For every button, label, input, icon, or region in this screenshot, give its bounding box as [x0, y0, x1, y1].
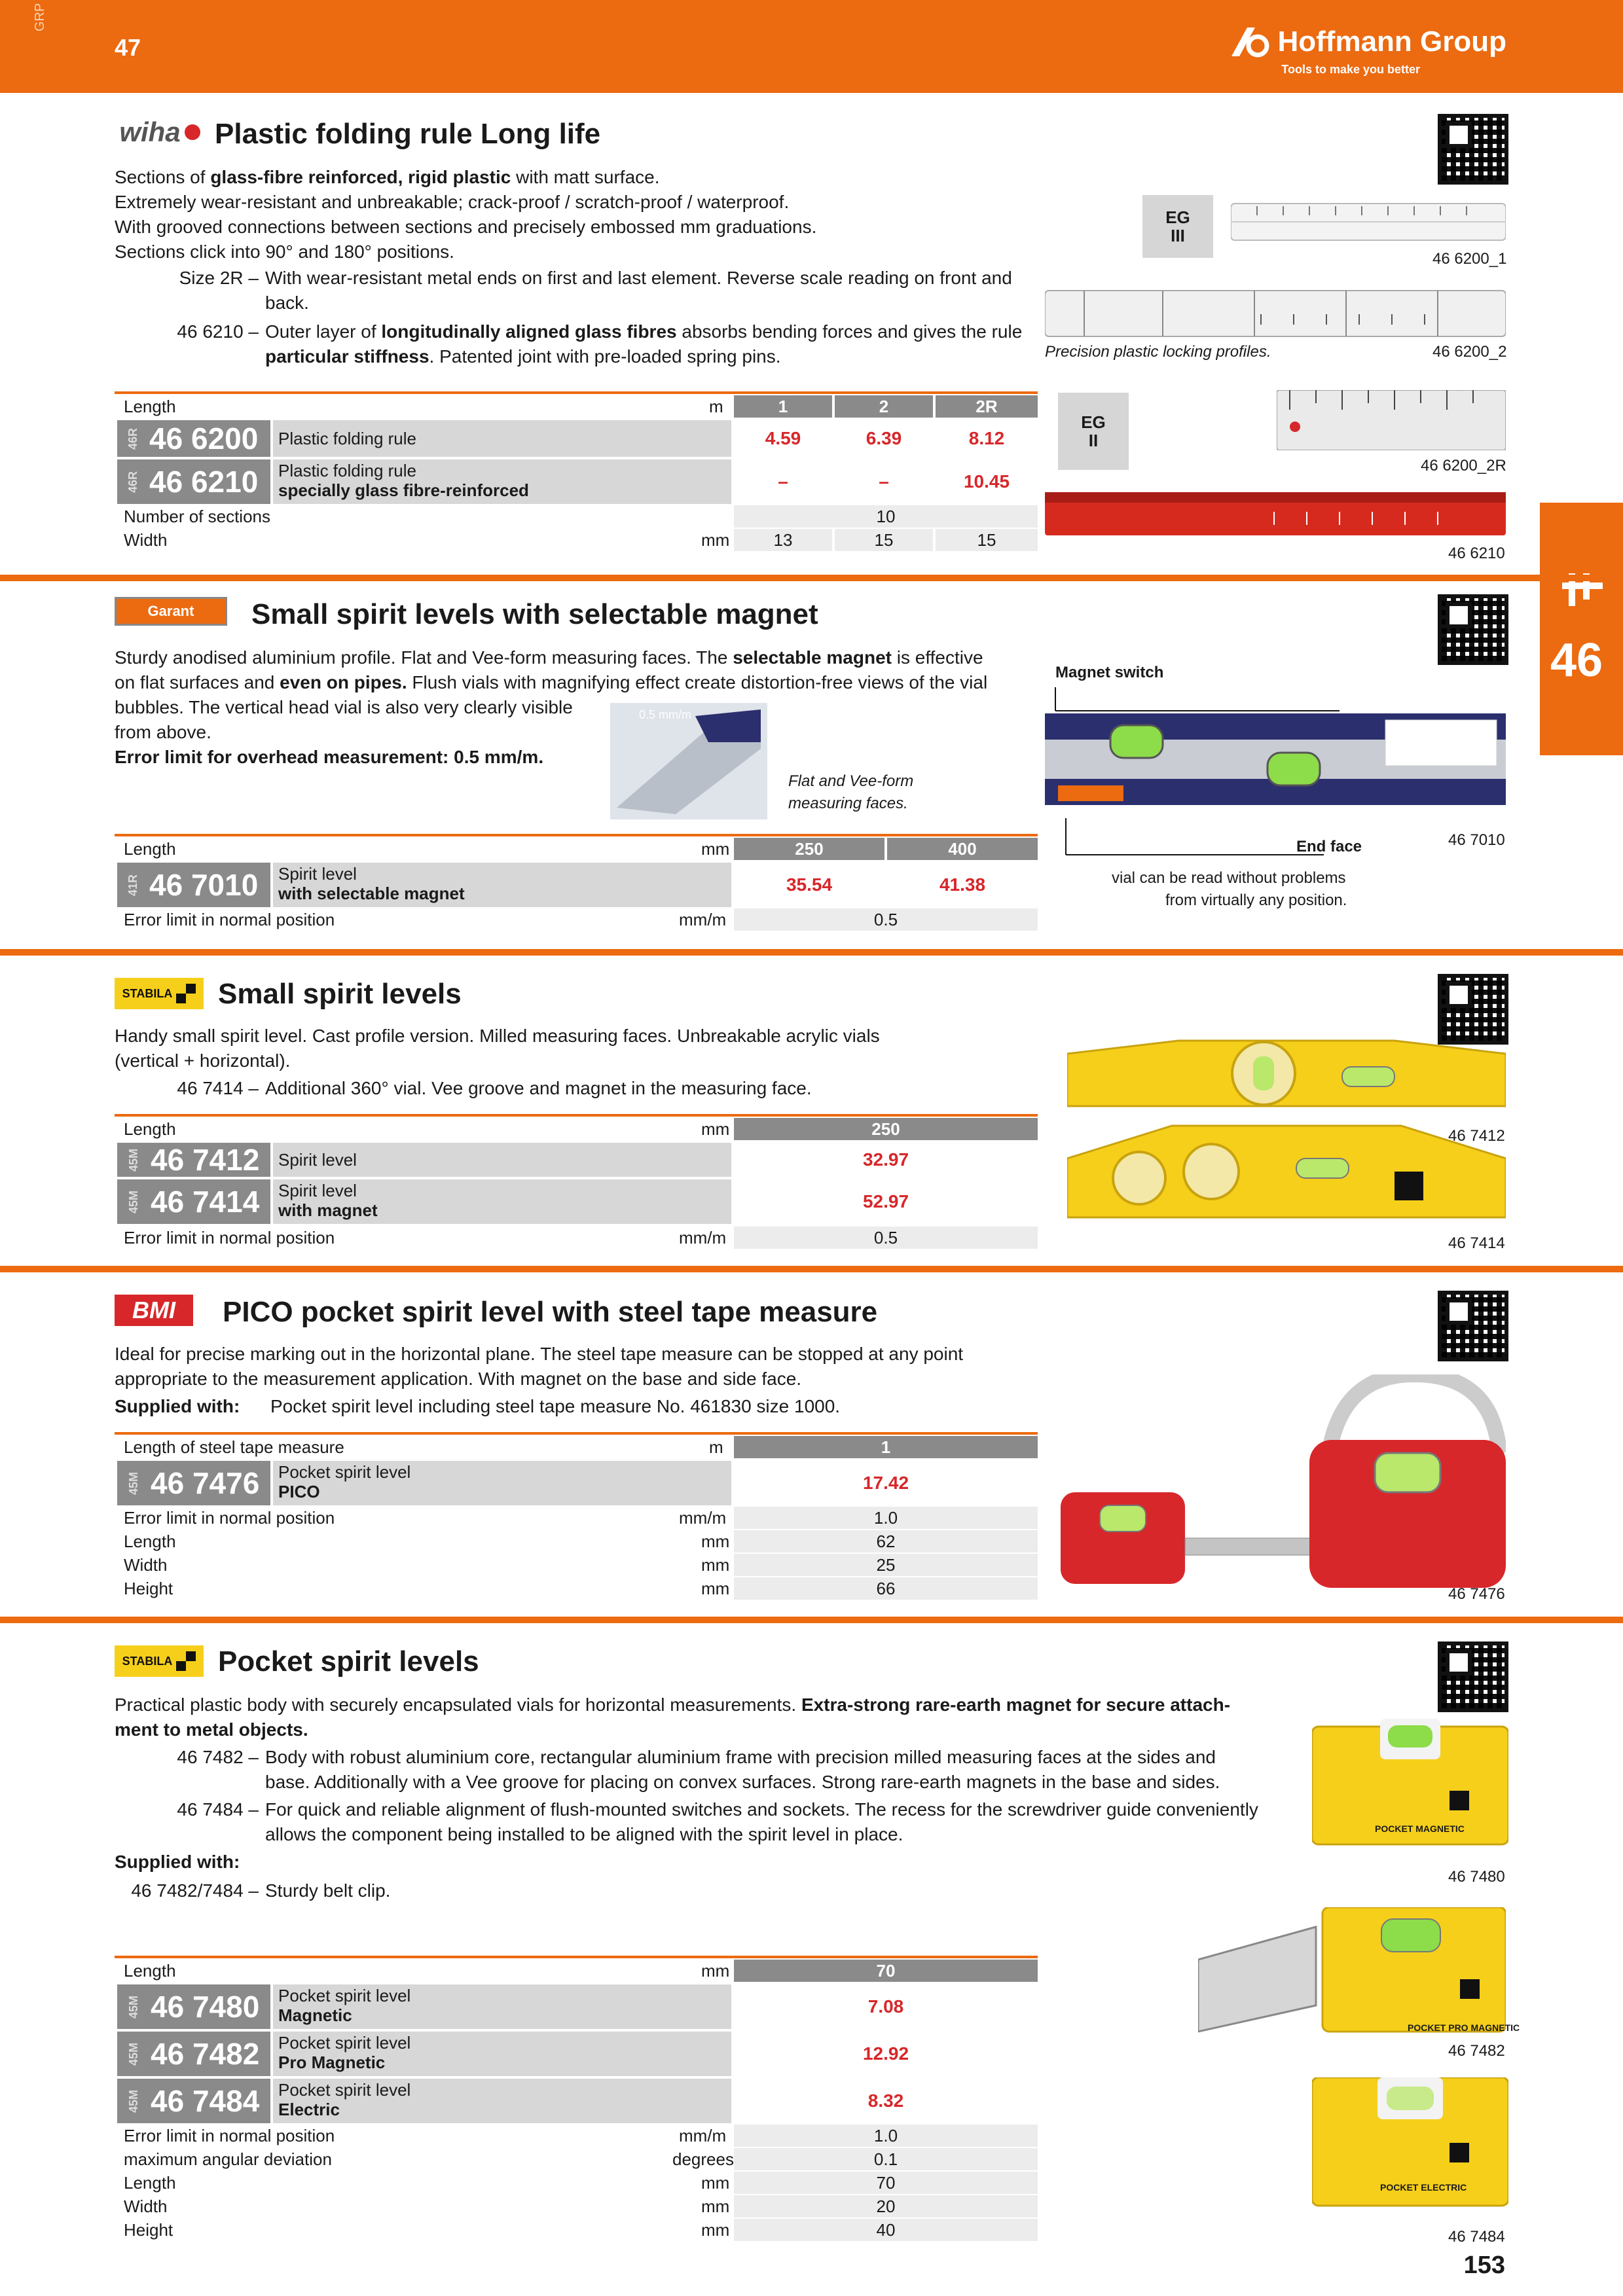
bmi-pico-level-image — [1048, 1374, 1506, 1590]
article-number-box[interactable]: 45M 46 7484 — [117, 2079, 270, 2123]
supplied-line: Supplied with: Pocket spirit level including steel tape measure No. 461830 size 1000. — [115, 1396, 841, 1416]
supplied-label: Supplied with: — [115, 1852, 240, 1872]
page-number-bottom: 153 — [1463, 2251, 1505, 2279]
article-number-box[interactable]: 45M 46 7482 — [117, 2032, 270, 2076]
section-title: PICO pocket spirit level with steel tape measure — [223, 1296, 878, 1328]
image-code: 46 7414 — [1448, 1234, 1505, 1252]
brand-logo[interactable] — [1229, 25, 1506, 59]
image-code: 46 7412 — [1448, 1127, 1505, 1145]
page-number-top: 47 — [115, 34, 141, 61]
section-title: Small spirit levels with selectable magnet — [251, 598, 818, 630]
stabila-magnet-level-image — [1067, 1119, 1506, 1230]
article-number-box[interactable]: 45M 46 7414 — [117, 1179, 270, 1224]
note-line: 46 7484 – For quick and reliable alignment of flush-mounted switches and sockets. The recess for the screwdriver guide conveniently allows the component being installed to be aligned with the spirit level in place. — [177, 1799, 1258, 1844]
callout-label: Magnet switch — [1055, 664, 1164, 681]
brand-tagline: Tools to make you better — [1281, 63, 1420, 76]
inset-caption: Flat and Vee-form — [788, 772, 914, 790]
image-caption: Precision plastic locking profiles. — [1045, 343, 1271, 361]
note-line: 46 7414 – Additional 360° vial. Vee groove and magnet in the measuring face. — [177, 1078, 812, 1098]
article-number-box[interactable]: 45M 46 7476 — [117, 1461, 270, 1505]
qr-code-icon[interactable] — [1438, 1641, 1508, 1712]
section-divider — [0, 949, 1623, 956]
article-number-box[interactable]: 46R 46 6210 — [117, 459, 270, 504]
section-divider — [0, 1266, 1623, 1272]
wiha-mark-icon — [183, 123, 202, 141]
product-label: POCKET PRO MAGNETIC — [1408, 2022, 1520, 2033]
callout-caption: from virtually any position. — [1165, 891, 1347, 909]
product-label: POCKET MAGNETIC — [1375, 1823, 1465, 1834]
hoffmann-logo-icon — [1229, 25, 1271, 59]
reverse-scale-image — [1277, 390, 1506, 450]
stabila-spirit-level-image — [1067, 1028, 1506, 1119]
image-code: 46 6200_1 — [1432, 250, 1507, 268]
note-line: 46 7482/7484 – Sturdy belt clip. — [131, 1880, 391, 1901]
stabila-logo — [115, 978, 204, 1009]
section-divider — [0, 1617, 1623, 1623]
chapter-number: 46 — [1550, 634, 1603, 687]
brand-name: Hoffmann Group — [1277, 26, 1506, 58]
qr-code-icon[interactable] — [1438, 1291, 1508, 1361]
section-title: Small spirit levels — [218, 978, 462, 1010]
article-number-box[interactable]: 41R 46 7010 — [117, 863, 270, 907]
inset-caption: measuring faces. — [788, 795, 908, 812]
price-table: Length m 1 2 2R 46R 46 6200 Plastic folding rule 4.59 6.39 8.12 46R 46 6210 Plastic folding rule specially glass fibre-reinforced – – 10.45 Number of sections 10 Width mm 13 15 15 — [115, 391, 1038, 555]
section-description: Handy small spirit level. Cast profile version. Milled measuring faces. Unbreakable acrylic vials (vertical + horizontal). — [115, 1026, 880, 1071]
folding-rule-image — [1045, 288, 1506, 339]
qr-code-icon[interactable] — [1438, 114, 1508, 185]
product-label: POCKET ELECTRIC — [1380, 2182, 1467, 2193]
bmi-brand-text: BMI — [132, 1297, 175, 1323]
qr-code-icon[interactable] — [1438, 594, 1508, 665]
section-description: Practical plastic body with securely encapsulated vials for horizontal measurements. Extra-strong rare-earth magnet for secure attach- ment to metal objects. — [115, 1695, 1231, 1740]
chapter-tab[interactable] — [1540, 503, 1623, 755]
wiha-brand-text: wiha — [119, 117, 181, 147]
image-code: 46 7484 — [1448, 2228, 1505, 2246]
price-table: Length mm 250 400 41R 46 7010 Spirit level with selectable magnet 35.54 41.38 Error limit in normal position mm/m 0.5 — [115, 834, 1038, 936]
callout-caption: vial can be read without problems — [1112, 869, 1346, 887]
price-table: Length mm 70 45M 46 7480 Pocket spirit level Magnetic 7.08 45M 46 7482 Pocket spirit level Pro Magnetic 12.92 45M 46 7484 Pocket spirit level Electric 8.32 Error limit in normal position mm/m 1.0 maximum angular deviation degrees 0.1 Length mm 70 Width mm 20 Height mm 40 — [115, 1956, 1038, 2244]
stabila-mark-icon — [176, 1651, 196, 1671]
section-divider — [0, 575, 1623, 581]
stabila-mark-icon — [176, 984, 196, 1003]
image-code: 46 6210 — [1448, 545, 1505, 562]
stabila-logo — [115, 1645, 204, 1677]
article-number-box[interactable]: 46R 46 6200 — [117, 420, 270, 457]
eg-class-badge: EG II — [1058, 393, 1129, 470]
note-line: 46 7482 – Body with robust aluminium core, rectangular aluminium frame with precision milled measuring faces at the sides and base. Additionally with a Vee groove for placing on convex surfaces. Strong rare-earth magnets in the base and sides. — [177, 1747, 1220, 1792]
section-title: Plastic folding rule Long life — [215, 118, 601, 150]
image-code: 46 6200_2R — [1421, 457, 1506, 475]
eg-class-badge: EG III — [1142, 195, 1213, 258]
image-code: 46 7476 — [1448, 1585, 1505, 1603]
side-code: GRP — [33, 3, 47, 31]
garant-logo — [115, 597, 227, 626]
image-code: 46 7482 — [1448, 2042, 1505, 2060]
stabila-brand-text: STABILA — [122, 986, 173, 1000]
price-table: Length of steel tape measure m 1 45M 46 7476 Pocket spirit level PICO 17.42 Error limit in normal position mm/m 1.0 Length mm 62 Width mm 25 Height mm 66 — [115, 1432, 1038, 1601]
garant-spirit-level-image — [1045, 687, 1506, 818]
section-description: Sections of glass-fibre reinforced, rigid plastic with matt surface. Extremely wear-resistant and unbreakable; crack-proof / scratch-proof / waterproof. With grooved connections between sections and precisely embossed mm graduations. Sections click into 90° and 180° positions. — [115, 167, 817, 262]
note-line: Size 2R – With wear-resistant metal ends on first and last element. Reverse scale reading on front and back. — [179, 268, 1012, 313]
wiha-logo — [115, 115, 206, 149]
image-code: 46 7010 — [1448, 831, 1505, 849]
red-folding-rule-image — [1045, 488, 1506, 539]
note-line: 46 6210 – Outer layer of longitudinally aligned glass fibres absorbs bending forces and gives the rule particular stiffness. Patented joint with pre-loaded spring pins. — [177, 321, 1023, 367]
image-code: 46 7480 — [1448, 1868, 1505, 1886]
image-code: 46 6200_2 — [1432, 343, 1507, 361]
inset-label: 0.5 mm/m — [639, 708, 692, 721]
callout-line — [1065, 818, 1326, 857]
folding-rule-image — [1231, 200, 1506, 244]
section-description: Sturdy anodised aluminium profile. Flat and Vee-form measuring faces. The selectable magnet is effective on flat surfaces and even on pipes. Flush vials with magnifying effect create distortion-free views of the vial bubbles. The vertical head vial is also very clearly visible from above. Error limit for overhead measurement: 0.5 mm/m. — [115, 647, 988, 767]
bmi-logo — [115, 1295, 193, 1326]
price-table: Length mm 250 45M 46 7412 Spirit level 32.97 45M 46 7414 Spirit level with magnet 52.97 Error limit in normal position mm/m 0.5 — [115, 1114, 1038, 1254]
section-title: Pocket spirit levels — [218, 1645, 479, 1677]
section-description: Ideal for precise marking out in the horizontal plane. The steel tape measure can be stopped at any point appropriate to the measurement application. With magnet on the base and side face. — [115, 1344, 964, 1389]
garant-brand-text: Garant — [147, 603, 194, 619]
callout-label: End face — [1296, 838, 1362, 855]
stabila-brand-text: STABILA — [122, 1654, 173, 1668]
article-number-box[interactable]: 45M 46 7412 — [117, 1143, 270, 1177]
article-number-box[interactable]: 45M 46 7480 — [117, 1984, 270, 2029]
